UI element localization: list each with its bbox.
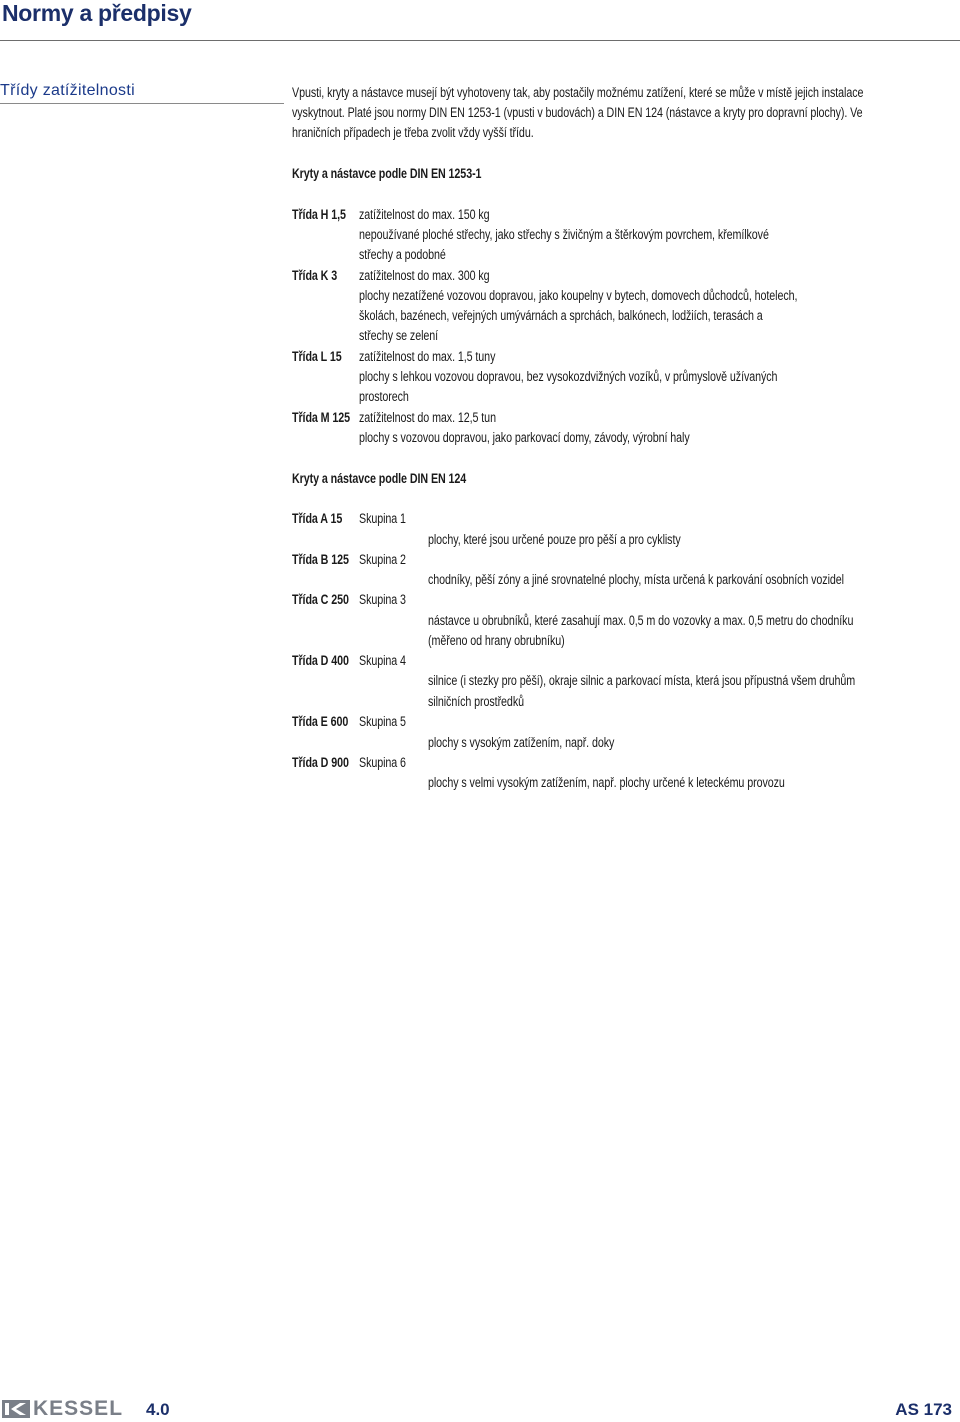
din124-heading: Kryty a nástavce podle DIN EN 124 <box>292 471 467 486</box>
class-desc: nástavce u obrubníků, které zasahují max. 0,5 m do vozovky a max. 0,5 metru do chodníku <box>428 613 854 628</box>
class-label: Třída L 15 <box>292 349 342 364</box>
section-divider <box>0 103 284 104</box>
class-load: zatížitelnost do max. 300 kg <box>359 268 490 283</box>
class-group: Skupina 1 <box>359 511 406 526</box>
chapter-number: 4.0 <box>146 1400 170 1419</box>
class-desc: silnice (i stezky pro pěší), okraje silnic a parkovací místa, která jsou přípustná všem druhům <box>428 673 856 688</box>
class-label: Třída K 3 <box>292 268 338 283</box>
class-desc: chodníky, pěší zóny a jiné srovnatelné plochy, místa určená k parkování osobních vozidel <box>428 572 844 587</box>
class-load: zatížitelnost do max. 12,5 tun <box>359 410 496 425</box>
class-desc: plochy s lehkou vozovou dopravou, bez vysokozdvižných vozíků, v průmyslově užívaných <box>359 369 778 384</box>
class-label: Třída A 15 <box>292 511 343 526</box>
kessel-logo <box>2 1398 123 1420</box>
class-desc: plochy s vysokým zatížením, např. doky <box>428 735 615 750</box>
class-group: Skupina 3 <box>359 592 406 607</box>
din1253-heading: Kryty a nástavce podle DIN EN 1253-1 <box>292 166 482 181</box>
intro-line: hraničních případech je třeba zvolit vždy vyšší třídu. <box>292 125 534 140</box>
class-label: Třída H 1,5 <box>292 207 346 222</box>
class-desc: střechy a podobné <box>359 247 446 262</box>
footer <box>0 1394 960 1422</box>
class-desc: prostorech <box>359 389 409 404</box>
intro-line: Vpusti, kryty a nástavce musejí být vyhotoveny tak, aby postačily možnému zatížení, které se může v místě jejich instalace <box>292 85 864 100</box>
page-title: Normy a předpisy <box>2 0 192 26</box>
class-label: Třída E 600 <box>292 714 349 729</box>
class-group: Skupina 5 <box>359 714 406 729</box>
class-label: Třída M 125 <box>292 410 351 425</box>
class-desc: plochy s velmi vysokým zatížením, např. plochy určené k leteckému provozu <box>428 775 785 790</box>
kessel-logo-icon <box>2 1400 30 1418</box>
class-desc: střechy se zelení <box>359 328 439 343</box>
class-group: Skupina 4 <box>359 653 406 668</box>
class-desc: silničních prostředků <box>428 694 524 709</box>
class-desc: plochy s vozovou dopravou, jako parkovací domy, závody, výrobní haly <box>359 430 690 445</box>
intro-line: vyskytnout. Platé jsou normy DIN EN 1253-1 (vpusti v budovách) a DIN EN 124 (nástavce a kryty pro dopravní plochy). Ve <box>292 105 863 120</box>
class-load: zatížitelnost do max. 150 kg <box>359 207 490 222</box>
title-divider <box>0 40 960 41</box>
class-desc: plochy nezatížené vozovou dopravou, jako koupelny v bytech, domovech důchodců, hotelech, <box>359 288 798 303</box>
class-desc: školách, bazénech, veřejných umývárnách a sprchách, balkónech, lodžiích, terasách a <box>359 308 763 323</box>
class-label: Třída B 125 <box>292 552 349 567</box>
class-group: Skupina 6 <box>359 755 406 770</box>
class-desc: (měřeno od hrany obrubníku) <box>428 633 565 648</box>
class-desc: plochy, které jsou určené pouze pro pěší a pro cyklisty <box>428 532 681 547</box>
class-label: Třída C 250 <box>292 592 349 607</box>
page-number: AS 173 <box>895 1400 952 1419</box>
class-group: Skupina 2 <box>359 552 406 567</box>
class-load: zatížitelnost do max. 1,5 tuny <box>359 349 496 364</box>
class-desc: nepoužívané ploché střechy, jako střechy s živičným a štěrkovým povrchem, křemílkové <box>359 227 769 242</box>
section-title: Třídy zatížitelnosti <box>0 82 135 99</box>
logo-text: KESSEL <box>33 1397 124 1420</box>
class-label: Třída D 400 <box>292 653 349 668</box>
class-label: Třída D 900 <box>292 755 349 770</box>
